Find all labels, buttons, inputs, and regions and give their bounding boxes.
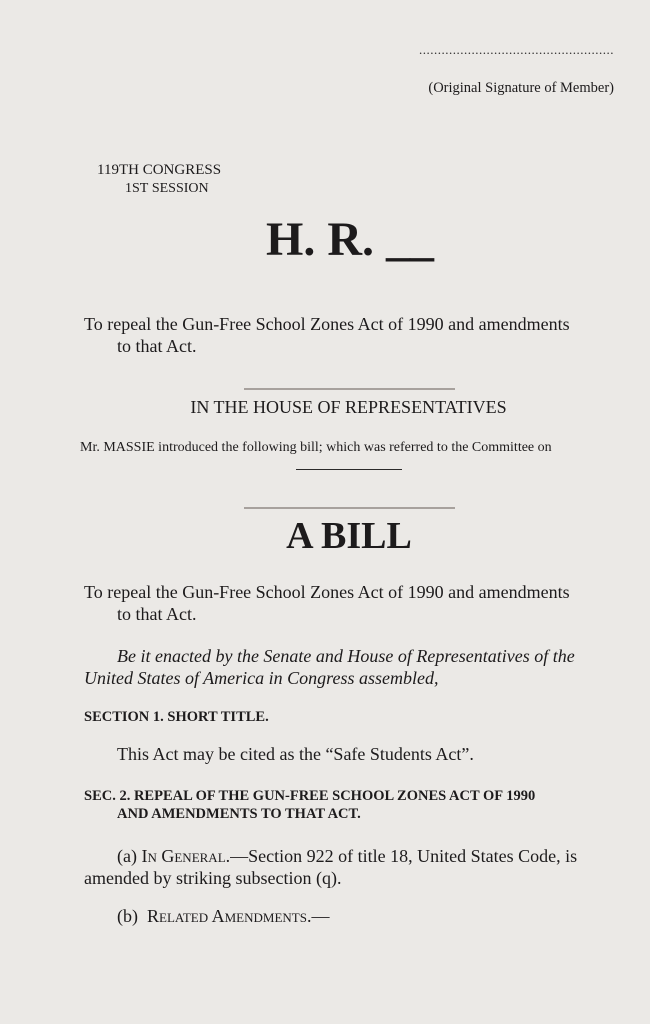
- divider-rule: [244, 388, 455, 390]
- section-1-heading: SECTION 1. SHORT TITLE.: [84, 709, 269, 725]
- introduced-statement: Mr. MASSIE introduced the following bill; which was referred to the Committee on: [80, 440, 552, 455]
- congress-ordinal: 119: [97, 162, 119, 178]
- subsection-a-heading: In General: [141, 846, 226, 866]
- subsection-b-heading: Related Amendments: [147, 906, 307, 926]
- committee-blank-line: [296, 469, 402, 470]
- congress-label: CONGRESS: [142, 162, 222, 178]
- section-1-text: This Act may be cited as the “Safe Students Act”.: [117, 744, 474, 764]
- subsection-a-line-1: [84, 845, 624, 867]
- congress-number: [97, 162, 221, 179]
- congress-ordinal-suffix: TH: [118, 162, 139, 178]
- bill-purpose-top: [84, 313, 624, 357]
- bill-purpose-body: [84, 581, 624, 625]
- bill-number: H. R. __: [266, 213, 434, 266]
- subsection-a-designation: (a): [117, 846, 137, 866]
- session-ordinal-suffix: ST: [132, 181, 149, 196]
- signature-line: ....................................................: [419, 42, 614, 57]
- session-number: [125, 181, 209, 197]
- purpose-line-2: to that Act.: [117, 604, 197, 624]
- purpose-line-1: To repeal the Gun-Free School Zones Act of 1990 and amendments: [84, 314, 570, 334]
- subsection-a-text-1: .—Section 922 of title 18, United States Code, is: [225, 846, 578, 866]
- enacting-clause: [84, 645, 624, 689]
- enacting-clause-line-2: United States of America in Congress assembled,: [84, 668, 439, 688]
- house-heading: IN THE HOUSE OF REPRESENTATIVES: [190, 397, 507, 417]
- section-2-heading: [84, 787, 624, 823]
- enacting-clause-line-1: Be it enacted by the Senate and House of Representatives of the: [117, 646, 575, 666]
- session-label: SESSION: [151, 181, 209, 196]
- divider-rule: [244, 507, 455, 509]
- subsection-b: [84, 905, 650, 927]
- purpose-line-2: to that Act.: [117, 336, 197, 356]
- signature-caption: (Original Signature of Member): [428, 80, 614, 96]
- purpose-line-1: To repeal the Gun-Free School Zones Act of 1990 and amendments: [84, 582, 570, 602]
- subsection-b-designation: (b): [117, 906, 138, 926]
- subsection-b-text: .—: [306, 906, 330, 926]
- subsection-a: [84, 845, 624, 889]
- section-2-heading-line-1: SEC. 2. REPEAL OF THE GUN-FREE SCHOOL ZONES ACT OF 1990: [84, 788, 536, 804]
- section-2-heading-line-2: AND AMENDMENTS TO THAT ACT.: [117, 806, 361, 822]
- bill-heading: A BILL: [286, 515, 412, 557]
- session-ordinal: 1: [125, 181, 132, 196]
- subsection-a-line-2: amended by striking subsection (q).: [84, 868, 342, 888]
